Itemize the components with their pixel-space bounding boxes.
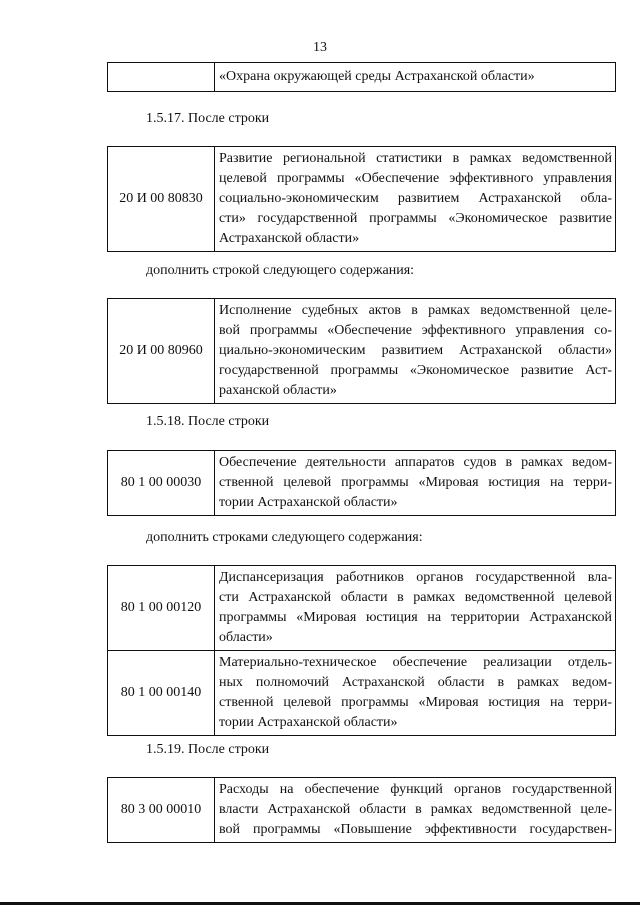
table-continuation [107, 62, 616, 92]
paragraph-1-5-19: 1.5.19. После строки [146, 742, 270, 757]
description-line: целевой программы «Обеспечение эффективного управления [219, 171, 612, 186]
description-line: тории Астраханской области» [219, 495, 398, 510]
description-line: вой программы «Повышение эффективности государствен- [219, 822, 612, 837]
paragraph-add-row: дополнить строкой следующего содержания: [146, 263, 415, 278]
description-line: «Охрана окружающей среды Астраханской области» [219, 69, 535, 84]
description-line: тории Астраханской области» [219, 715, 398, 730]
code-cell: 20 И 00 80960 [108, 299, 215, 404]
description-cell [215, 566, 616, 651]
description-line: сти» государственной программы «Экономическое развитие [219, 211, 612, 226]
description-cell [215, 451, 616, 516]
description-line: сти Астраханской области в рамках ведомственной целевой [219, 590, 612, 605]
description-line: раханской области» [219, 383, 337, 398]
code-cell: 80 1 00 00120 [108, 566, 215, 651]
description-line: Диспансеризация работников органов государственной вла- [219, 570, 612, 585]
description-line: государственной программы «Экономическое развитие Аст- [219, 363, 612, 378]
table-row [108, 778, 616, 843]
code-cell: 80 1 00 00140 [108, 651, 215, 736]
description-cell [215, 63, 616, 92]
description-line: циально-экономическим развитием Астраханской области» [219, 343, 612, 358]
code-cell: 20 И 00 80830 [108, 147, 215, 252]
table-row [108, 299, 616, 404]
table-row [108, 566, 616, 651]
page-number: 13 [313, 40, 327, 55]
description-line: Расходы на обеспечение функций органов государственной [219, 782, 612, 797]
description-line: Обеспечение деятельности аппаратов судов в рамках ведом- [219, 455, 612, 470]
description-line: социально-экономическим развитием Астраханской обла- [219, 191, 612, 206]
description-line: ных полномочий Астраханской области в рамках ведом- [219, 675, 612, 690]
description-cell [215, 299, 616, 404]
description-line: Исполнение судебных актов в рамках ведомственной целе- [219, 303, 612, 318]
description-line: власти Астраханской области в рамках ведомственной целе- [219, 802, 612, 817]
description-line: Развитие региональной статистики в рамках ведомственной [219, 151, 612, 166]
description-cell [215, 147, 616, 252]
paragraph-1-5-18: 1.5.18. После строки [146, 414, 270, 429]
table-govt-functions [107, 777, 616, 843]
table-new-rows [107, 565, 616, 736]
paragraph-1-5-17: 1.5.17. После строки [146, 111, 270, 126]
description-line: программы «Мировая юстиция на территории Астраханской [219, 610, 612, 625]
description-line: вой программы «Обеспечение эффективного управления со- [219, 323, 612, 338]
description-line: Материально-техническое обеспечение реализации отдель- [219, 655, 612, 670]
table-court-acts [107, 298, 616, 404]
table-statistics [107, 146, 616, 252]
code-cell: 80 1 00 00030 [108, 451, 215, 516]
code-cell [108, 63, 215, 92]
description-line: ственной целевой программы «Мировая юстиция на терри- [219, 475, 612, 490]
description-line: Астраханской области» [219, 231, 360, 246]
code-cell: 80 3 00 00010 [108, 778, 215, 843]
table-row [108, 147, 616, 252]
table-row [108, 651, 616, 736]
description-cell [215, 778, 616, 843]
paragraph-add-rows: дополнить строками следующего содержания: [146, 530, 423, 545]
table-row [108, 451, 616, 516]
table-row [108, 63, 616, 92]
description-cell [215, 651, 616, 736]
table-court-apparatus [107, 450, 616, 516]
description-line: области» [219, 630, 273, 645]
description-line: ственной целевой программы «Мировая юстиция на терри- [219, 695, 612, 710]
